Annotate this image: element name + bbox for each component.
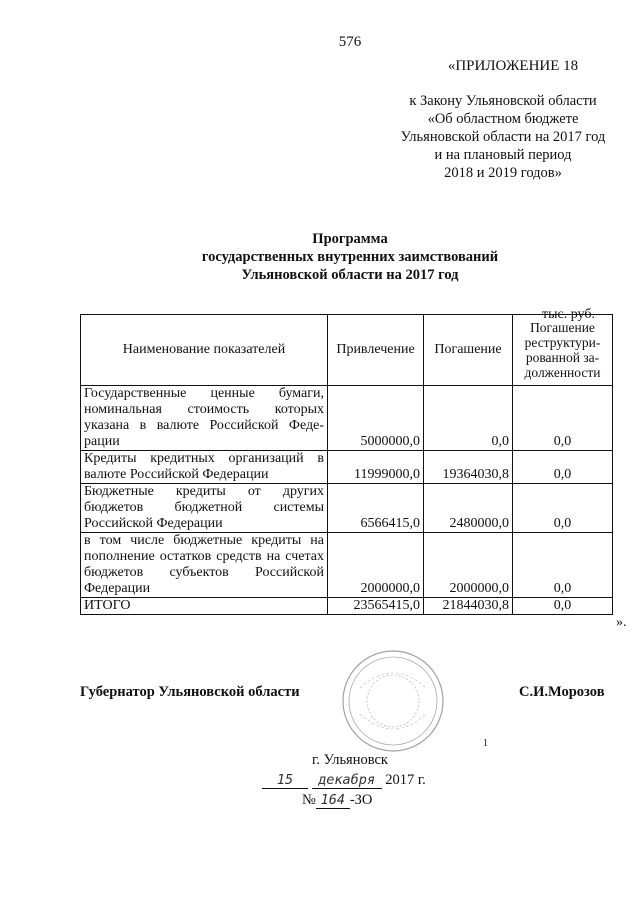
table-row [81,533,613,598]
row-borrowing: 11999000,0 [328,451,424,484]
appendix-heading: «ПРИЛОЖЕНИЕ 18 [447,58,579,74]
title-line: государственных внутренних заимствований [201,249,499,265]
signing-date [262,772,426,789]
table-row [81,451,613,484]
closing-quote: ». [616,615,627,630]
table-row [81,386,613,451]
unit-label: тыс. руб. [542,307,595,322]
row-repayment: 0,0 [424,386,513,451]
column-header-repayment: Погашение [424,315,513,386]
row-repayment: 2480000,0 [424,484,513,533]
official-seal [340,648,446,754]
row-name: Бюджетные кредиты от других бюджетов бюджетной системы Российской Федерации [81,484,328,533]
law-number-value: 164 [316,793,350,809]
row-repayment: 2000000,0 [424,533,513,598]
column-header-name: Наименование показателей [81,315,328,386]
row-borrowing: 2000000,0 [328,533,424,598]
law-number-suffix: -ЗО [349,792,373,808]
date-month: декабря [312,773,382,789]
title-line: Программа [312,231,388,247]
total-borrowing: 23565415,0 [328,598,424,615]
law-reference-line: и на плановый период [434,147,572,163]
law-reference-line: Ульяновской области на 2017 год [400,129,606,145]
small-mark: 1 [483,738,488,749]
row-restructured: 0,0 [513,451,613,484]
total-repayment: 21844030,8 [424,598,513,615]
date-year: 2017 г. [385,772,426,788]
row-name: в том числе бюджетные кредиты на пополнение остатков средств на счетах бюджетов субъектов Российской Федерации [81,533,328,598]
row-borrowing: 6566415,0 [328,484,424,533]
table-row [81,484,613,533]
document-title [60,230,640,284]
row-restructured: 0,0 [513,386,613,451]
number-sign: № [302,792,316,808]
title-line: Ульяновской области на 2017 год [241,267,459,283]
row-borrowing: 5000000,0 [328,386,424,451]
signer-name: С.И.Морозов [519,684,605,700]
page-number: 576 [338,34,362,50]
column-header-restructured: Погашение реструктури-рованной за-долженности [513,315,613,386]
law-reference-line: к Закону Ульяновской области [409,93,597,109]
table-header-row [81,315,613,386]
row-restructured: 0,0 [513,533,613,598]
law-number [302,792,372,809]
law-reference-line: 2018 и 2019 годов» [444,165,562,181]
governor-title: Губернатор Ульяновской области [80,684,300,700]
row-name: Государственные ценные бумаги, номинальная стоимость которых указана в валюте Российской Феде-рации [81,386,328,451]
law-reference-line: «Об областном бюджете [427,111,579,127]
row-name: Кредиты кредитных организаций в валюте Российской Федерации [81,451,328,484]
borrowing-program-table [80,314,613,615]
total-restructured: 0,0 [513,598,613,615]
row-restructured: 0,0 [513,484,613,533]
row-repayment: 19364030,8 [424,451,513,484]
city: г. Ульяновск [312,752,388,768]
table-total-row [81,598,613,615]
total-label: ИТОГО [81,598,328,615]
law-reference [378,92,628,182]
column-header-borrowing: Привлечение [328,315,424,386]
date-day: 15 [262,773,308,789]
seal-icon [340,648,446,754]
